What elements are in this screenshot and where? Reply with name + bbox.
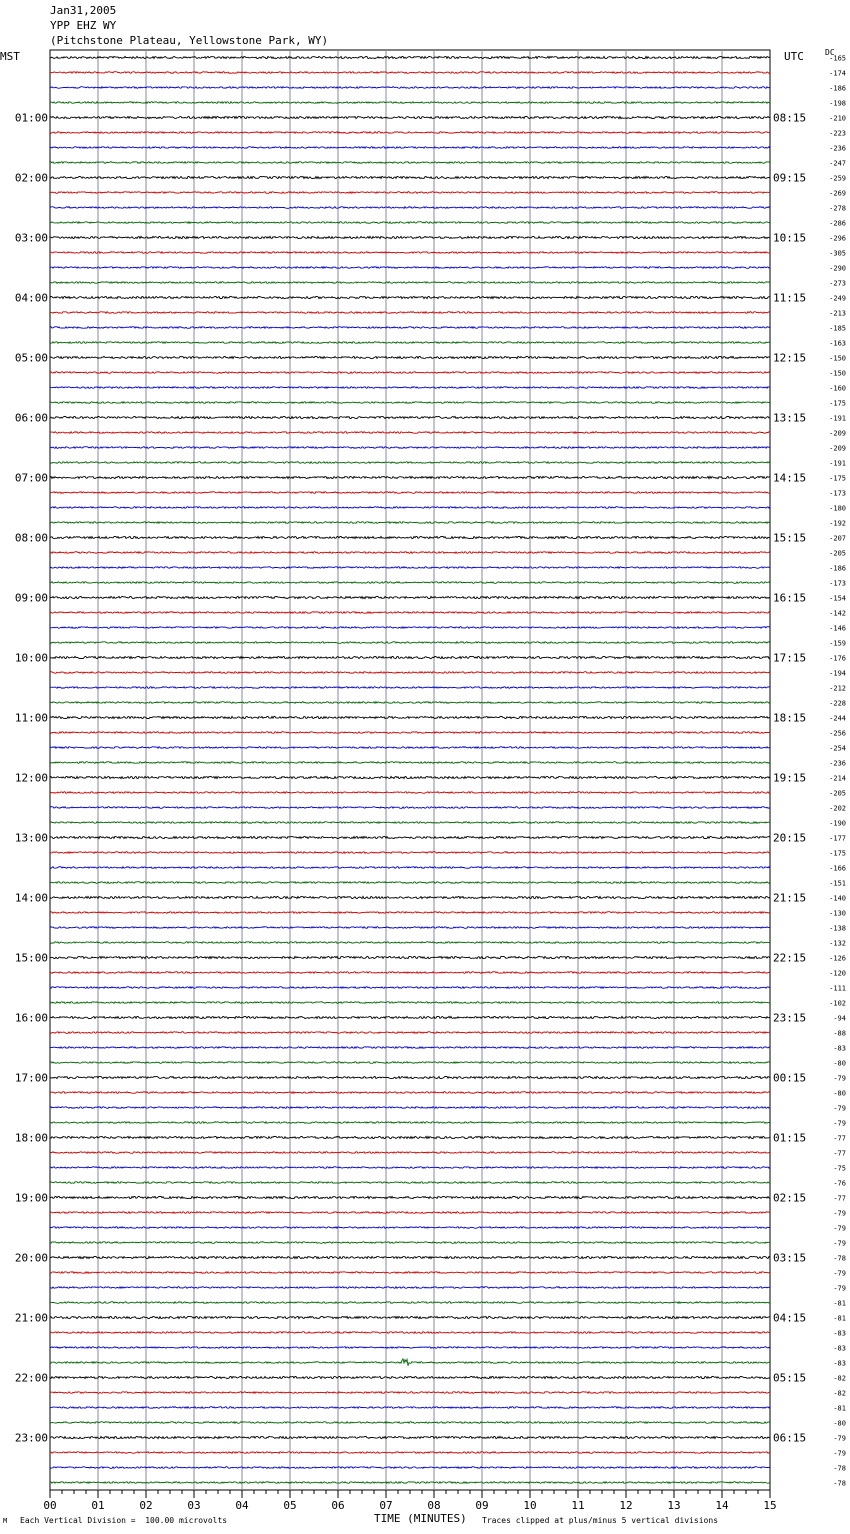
- seismic-trace: [50, 1152, 770, 1154]
- dc-offset-label: -79: [833, 1104, 846, 1113]
- mst-hour-label: 15:00: [14, 951, 48, 965]
- seismic-trace: [50, 372, 770, 374]
- seismic-trace: [50, 282, 770, 284]
- dc-offset-label: -82: [833, 1374, 846, 1383]
- dc-offset-label: -130: [829, 909, 846, 918]
- utc-hour-label: 18:15: [773, 711, 807, 725]
- dc-offset-label: -176: [829, 654, 846, 663]
- dc-offset-label: -185: [829, 324, 846, 333]
- utc-hour-label: 11:15: [773, 291, 807, 305]
- seismic-trace: [50, 942, 770, 944]
- dc-offset-label: -150: [829, 354, 846, 363]
- mst-hour-label: 11:00: [14, 711, 48, 725]
- dc-offset-label: -77: [833, 1149, 846, 1158]
- seismic-trace: [50, 672, 770, 674]
- x-tick-label: 13: [667, 1499, 681, 1512]
- x-tick-label: 02: [139, 1499, 153, 1512]
- seismic-trace: [50, 132, 770, 134]
- dc-offset-label: -126: [829, 954, 846, 963]
- x-tick-label: 09: [475, 1499, 489, 1512]
- dc-offset-label: -151: [829, 879, 846, 888]
- dc-offset-label: -80: [833, 1059, 846, 1068]
- dc-offset-label: -286: [829, 219, 846, 228]
- seismic-trace: [50, 627, 770, 629]
- mst-hour-label: 04:00: [14, 291, 48, 305]
- dc-offset-label: -80: [833, 1089, 846, 1098]
- dc-offset-label: -79: [833, 1074, 846, 1083]
- seismic-trace: [50, 296, 770, 298]
- dc-offset-label: -82: [833, 1389, 846, 1398]
- seismic-trace: [50, 792, 770, 794]
- dc-offset-label: -186: [829, 564, 846, 573]
- dc-offset-label: -236: [829, 759, 846, 768]
- dc-offset-label: -190: [829, 819, 846, 828]
- dc-offset-label: -180: [829, 504, 846, 513]
- utc-hour-label: 19:15: [773, 771, 807, 785]
- seismic-trace: [50, 596, 770, 598]
- dc-offset-label: -138: [829, 924, 846, 933]
- dc-offset-label: -278: [829, 204, 846, 213]
- seismic-trace: [50, 1196, 770, 1198]
- dc-offset-label: -223: [829, 129, 846, 138]
- seismic-trace: [50, 176, 770, 178]
- corner-mark: M: [3, 1517, 8, 1525]
- seismic-trace: [50, 1407, 770, 1409]
- dc-offset-label: -154: [829, 594, 846, 603]
- seismic-trace: [50, 102, 770, 104]
- seismic-trace: [50, 116, 770, 118]
- dc-offset-label: -79: [833, 1209, 846, 1218]
- dc-offset-label: -159: [829, 639, 846, 648]
- x-tick-label: 05: [283, 1499, 297, 1512]
- mst-axis-label: MST: [0, 50, 20, 63]
- utc-hour-label: 02:15: [773, 1191, 807, 1205]
- mst-hour-label: 14:00: [14, 891, 48, 905]
- dc-offset-label: -244: [829, 714, 846, 723]
- seismic-trace: [50, 1256, 770, 1258]
- utc-hour-label: 06:15: [773, 1431, 807, 1445]
- dc-offset-label: -259: [829, 174, 846, 183]
- mst-hour-label: 12:00: [14, 771, 48, 785]
- seismic-trace: [50, 56, 770, 58]
- dc-offset-label: -236: [829, 144, 846, 153]
- dc-offset-label: -102: [829, 999, 846, 1008]
- dc-offset-label: -81: [833, 1299, 846, 1308]
- dc-offset-label: -77: [833, 1134, 846, 1143]
- dc-offset-label: -249: [829, 294, 846, 303]
- utc-hour-label: 03:15: [773, 1251, 807, 1265]
- dc-offset-label: -142: [829, 609, 846, 618]
- dc-offset-label: -296: [829, 234, 846, 243]
- mst-hour-label: 07:00: [14, 471, 48, 485]
- dc-offset-label: -80: [833, 1419, 846, 1428]
- mst-hour-label: 23:00: [14, 1431, 48, 1445]
- dc-offset-label: -192: [829, 519, 846, 528]
- seismic-trace: [50, 492, 770, 494]
- dc-offset-label: -202: [829, 804, 846, 813]
- seismic-trace: [50, 252, 770, 254]
- dc-offset-label: -150: [829, 369, 846, 378]
- seismic-trace: [50, 1422, 770, 1424]
- dc-offset-label: -81: [833, 1404, 846, 1413]
- dc-offset-label: -290: [829, 264, 846, 273]
- seismic-trace: [50, 387, 770, 389]
- dc-column-label: DC: [825, 48, 835, 57]
- dc-offset-label: -191: [829, 414, 846, 423]
- seismic-trace: [50, 462, 770, 464]
- seismic-trace: [50, 207, 770, 209]
- dc-offset-label: -166: [829, 864, 846, 873]
- utc-hour-label: 15:15: [773, 531, 807, 545]
- dc-offset-label: -194: [829, 669, 846, 678]
- seismic-trace: [50, 867, 770, 869]
- seismic-trace: [50, 327, 770, 329]
- seismic-trace: [50, 1136, 770, 1138]
- dc-offset-label: -173: [829, 579, 846, 588]
- seismic-trace: [50, 852, 770, 854]
- dc-offset-label: -78: [833, 1254, 846, 1263]
- dc-offset-label: -269: [829, 189, 846, 198]
- seismic-trace: [50, 1332, 770, 1334]
- utc-hour-label: 17:15: [773, 651, 807, 665]
- seismic-trace: [50, 1302, 770, 1304]
- mst-hour-label: 05:00: [14, 351, 48, 365]
- seismic-trace: [50, 1316, 770, 1318]
- seismic-trace: [50, 222, 770, 224]
- dc-offset-label: -247: [829, 159, 846, 168]
- dc-offset-label: -256: [829, 729, 846, 738]
- utc-hour-label: 08:15: [773, 111, 807, 125]
- plot-frame: [50, 50, 770, 1490]
- seismic-trace: [50, 1076, 770, 1078]
- seismic-trace: [50, 582, 770, 584]
- seismic-trace: [50, 1167, 770, 1169]
- dc-offset-label: -76: [833, 1179, 846, 1188]
- dc-offset-label: -205: [829, 789, 846, 798]
- mst-hour-label: 19:00: [14, 1191, 48, 1205]
- dc-offset-label: -77: [833, 1194, 846, 1203]
- dc-offset-label: -198: [829, 99, 846, 108]
- mst-hour-label: 06:00: [14, 411, 48, 425]
- dc-offset-label: -163: [829, 339, 846, 348]
- x-tick-label: 15: [763, 1499, 777, 1512]
- mst-hour-label: 09:00: [14, 591, 48, 605]
- seismic-trace: [50, 1272, 770, 1274]
- dc-offset-label: -207: [829, 534, 846, 543]
- dc-offset-label: -79: [833, 1119, 846, 1128]
- plot-date: Jan31,2005: [50, 4, 117, 17]
- x-tick-label: 04: [235, 1499, 249, 1512]
- x-tick-label: 14: [715, 1499, 729, 1512]
- seismic-trace: [50, 507, 770, 509]
- seismic-trace: [50, 716, 770, 718]
- dc-offset-label: -205: [829, 549, 846, 558]
- station-location: (Pitchstone Plateau, Yellowstone Park, WY): [50, 34, 329, 47]
- seismic-trace: [50, 776, 770, 778]
- seismic-trace: [50, 522, 770, 524]
- dc-offset-label: -88: [833, 1029, 846, 1038]
- utc-hour-label: 01:15: [773, 1131, 807, 1145]
- dc-offset-label: -212: [829, 684, 846, 693]
- seismic-trace: [50, 1359, 770, 1366]
- dc-offset-label: -209: [829, 444, 846, 453]
- dc-offset-label: -140: [829, 894, 846, 903]
- mst-hour-label: 20:00: [14, 1251, 48, 1265]
- x-tick-label: 00: [43, 1499, 57, 1512]
- seismic-trace: [50, 342, 770, 344]
- dc-offset-label: -210: [829, 114, 846, 123]
- seismic-trace: [50, 162, 770, 164]
- mst-hour-label: 13:00: [14, 831, 48, 845]
- utc-axis-label: UTC: [784, 50, 804, 63]
- dc-offset-label: -254: [829, 744, 846, 753]
- seismic-trace: [50, 1467, 770, 1469]
- seismic-trace: [50, 447, 770, 449]
- utc-hour-label: 09:15: [773, 171, 807, 185]
- seismic-trace: [50, 656, 770, 658]
- seismic-trace: [50, 432, 770, 434]
- mst-hour-label: 22:00: [14, 1371, 48, 1385]
- seismic-trace: [50, 987, 770, 989]
- seismic-trace: [50, 402, 770, 404]
- x-tick-label: 11: [571, 1499, 585, 1512]
- utc-hour-label: 10:15: [773, 231, 807, 245]
- seismic-trace: [50, 612, 770, 614]
- dc-offset-label: -132: [829, 939, 846, 948]
- seismic-trace: [50, 87, 770, 89]
- dc-offset-label: -213: [829, 309, 846, 318]
- mst-hour-label: 01:00: [14, 111, 48, 125]
- seismic-trace: [50, 882, 770, 884]
- mst-hour-label: 17:00: [14, 1071, 48, 1085]
- seismic-trace: [50, 1047, 770, 1049]
- dc-offset-label: -175: [829, 849, 846, 858]
- seismic-trace: [50, 896, 770, 898]
- seismic-trace: [50, 192, 770, 194]
- dc-offset-label: -78: [833, 1479, 846, 1488]
- mst-hour-label: 16:00: [14, 1011, 48, 1025]
- seismic-trace: [50, 236, 770, 238]
- dc-offset-label: -75: [833, 1164, 846, 1173]
- seismic-trace: [50, 312, 770, 314]
- dc-offset-label: -83: [833, 1044, 846, 1053]
- dc-offset-label: -83: [833, 1344, 846, 1353]
- mst-hour-label: 02:00: [14, 171, 48, 185]
- seismic-trace: [50, 956, 770, 958]
- mst-hour-label: 21:00: [14, 1311, 48, 1325]
- dc-offset-label: -83: [833, 1329, 846, 1338]
- x-tick-label: 01: [91, 1499, 105, 1512]
- seismic-trace: [50, 356, 770, 358]
- utc-hour-label: 21:15: [773, 891, 807, 905]
- seismic-trace: [50, 416, 770, 418]
- utc-hour-label: 23:15: [773, 1011, 807, 1025]
- clip-note: Traces clipped at plus/minus 5 vertical divisions: [482, 1516, 719, 1525]
- x-axis-title: TIME (MINUTES): [374, 1512, 467, 1525]
- dc-offset-label: -81: [833, 1314, 846, 1323]
- dc-offset-label: -94: [833, 1014, 846, 1023]
- x-tick-label: 03: [187, 1499, 201, 1512]
- seismic-trace: [50, 1212, 770, 1214]
- dc-offset-label: -228: [829, 699, 846, 708]
- dc-offset-label: -173: [829, 489, 846, 498]
- mst-hour-label: 10:00: [14, 651, 48, 665]
- dc-offset-label: -191: [829, 459, 846, 468]
- dc-offset-label: -79: [833, 1434, 846, 1443]
- seismic-trace: [50, 536, 770, 538]
- dc-offset-label: -79: [833, 1284, 846, 1293]
- dc-offset-label: -111: [829, 984, 846, 993]
- dc-offset-label: -214: [829, 774, 846, 783]
- scale-note: Each Vertical Division = 100.00 microvolts: [20, 1516, 228, 1525]
- dc-offset-label: -209: [829, 429, 846, 438]
- dc-offset-label: -120: [829, 969, 846, 978]
- seismic-trace: [50, 1392, 770, 1394]
- seismic-trace: [50, 972, 770, 974]
- mst-hour-label: 03:00: [14, 231, 48, 245]
- seismic-trace: [50, 476, 770, 478]
- utc-hour-label: 22:15: [773, 951, 807, 965]
- seismic-trace: [50, 1107, 770, 1109]
- x-tick-label: 07: [379, 1499, 393, 1512]
- seismic-trace: [50, 1452, 770, 1454]
- seismic-trace: [50, 1032, 770, 1034]
- station-code: YPP EHZ WY: [50, 19, 117, 32]
- seismic-trace: [50, 1287, 770, 1289]
- dc-offset-label: -79: [833, 1239, 846, 1248]
- seismic-trace: [50, 762, 770, 764]
- utc-hour-label: 16:15: [773, 591, 807, 605]
- dc-offset-label: -79: [833, 1224, 846, 1233]
- utc-hour-label: 05:15: [773, 1371, 807, 1385]
- dc-offset-label: -78: [833, 1464, 846, 1473]
- seismic-trace: [50, 732, 770, 734]
- seismic-trace: [50, 687, 770, 689]
- seismic-trace: [50, 1002, 770, 1004]
- seismic-trace: [50, 1436, 770, 1438]
- seismic-trace: [50, 267, 770, 269]
- utc-hour-label: 04:15: [773, 1311, 807, 1325]
- x-tick-label: 08: [427, 1499, 441, 1512]
- seismic-trace: [50, 747, 770, 749]
- utc-hour-label: 12:15: [773, 351, 807, 365]
- utc-hour-label: 00:15: [773, 1071, 807, 1085]
- seismic-trace: [50, 1062, 770, 1064]
- seismic-trace: [50, 1122, 770, 1124]
- utc-hour-label: 14:15: [773, 471, 807, 485]
- dc-offset-label: -177: [829, 834, 846, 843]
- seismic-trace: [50, 72, 770, 74]
- seismic-trace: [50, 836, 770, 838]
- seismic-trace: [50, 642, 770, 644]
- seismic-trace: [50, 822, 770, 824]
- dc-offset-label: -174: [829, 69, 846, 78]
- x-tick-label: 10: [523, 1499, 537, 1512]
- mst-hour-label: 18:00: [14, 1131, 48, 1145]
- seismic-trace: [50, 1482, 770, 1484]
- utc-hour-label: 20:15: [773, 831, 807, 845]
- seismic-trace: [50, 807, 770, 809]
- dc-offset-label: -165: [829, 54, 846, 63]
- seismic-trace: [50, 1182, 770, 1184]
- dc-offset-label: -305: [829, 249, 846, 258]
- seismic-trace: [50, 147, 770, 149]
- x-tick-label: 12: [619, 1499, 633, 1512]
- dc-offset-label: -273: [829, 279, 846, 288]
- mst-hour-label: 08:00: [14, 531, 48, 545]
- dc-offset-label: -146: [829, 624, 846, 633]
- dc-offset-label: -186: [829, 84, 846, 93]
- seismic-trace: [50, 927, 770, 929]
- dc-offset-label: -175: [829, 474, 846, 483]
- seismic-trace: [50, 912, 770, 914]
- dc-offset-label: -175: [829, 399, 846, 408]
- seismic-trace: [50, 1347, 770, 1349]
- seismic-trace: [50, 1016, 770, 1018]
- seismic-trace: [50, 1376, 770, 1378]
- dc-offset-label: -83: [833, 1359, 846, 1368]
- dc-offset-label: -79: [833, 1449, 846, 1458]
- dc-offset-label: -160: [829, 384, 846, 393]
- utc-hour-label: 13:15: [773, 411, 807, 425]
- seismic-trace: [50, 567, 770, 569]
- seismic-trace: [50, 702, 770, 704]
- dc-offset-label: -79: [833, 1269, 846, 1278]
- seismic-trace: [50, 1242, 770, 1244]
- x-tick-label: 06: [331, 1499, 345, 1512]
- seismic-trace: [50, 1092, 770, 1094]
- seismic-trace: [50, 552, 770, 554]
- seismic-trace: [50, 1227, 770, 1229]
